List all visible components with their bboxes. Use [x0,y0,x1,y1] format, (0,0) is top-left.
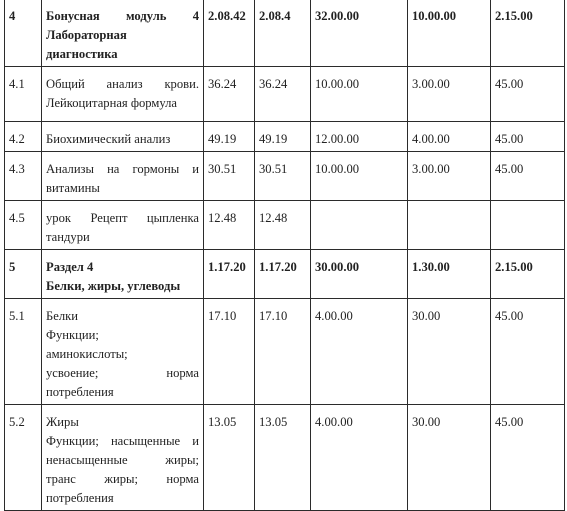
value-cell-1: 2.08.42 [204,0,255,67]
row-number: 5.1 [5,299,42,405]
row-title-line: Общий анализ крови. [46,77,199,91]
table-row [5,67,565,122]
curriculum-table [4,0,565,511]
row-title [42,201,204,250]
row-title-line: Жиры [46,415,79,429]
value-cell-5: 2.15.00 [491,250,565,299]
row-title-line: Функции; [46,328,99,342]
value-cell-1: 1.17.20 [204,250,255,299]
value-cell-1: 13.05 [204,405,255,511]
value-cell-5: 45.00 [491,152,565,201]
row-number: 5 [5,250,42,299]
row-title-line: Анализы на гормоны и [46,162,199,176]
value-cell-3: 30.00.00 [311,250,408,299]
value-cell-5: 45.00 [491,67,565,122]
row-title [42,152,204,201]
row-title-line: ненасыщенные жиры; [46,453,199,467]
row-title-line: урок Рецепт цыпленка [46,211,199,225]
row-title-line: витамины [46,181,100,195]
table-row [5,299,565,405]
value-cell-1: 36.24 [204,67,255,122]
value-cell-5: 45.00 [491,299,565,405]
row-number: 5.2 [5,405,42,511]
row-title-line: Раздел 4 [46,260,94,274]
value-cell-3: 12.00.00 [311,122,408,152]
value-cell-1: 49.19 [204,122,255,152]
row-number: 4 [5,0,42,67]
row-number: 4.3 [5,152,42,201]
value-cell-4: 30.00 [408,299,491,405]
row-title [42,122,204,152]
value-cell-5: 45.00 [491,405,565,511]
row-number: 4.1 [5,67,42,122]
row-title-line: Биохимический анализ [46,132,171,146]
table-body [5,0,565,511]
row-title-line: усвоение; норма [46,366,199,380]
row-title [42,250,204,299]
value-cell-2: 1.17.20 [255,250,311,299]
row-title-line: потребления [46,385,114,399]
row-number: 4.2 [5,122,42,152]
row-title-line: Белки [46,309,78,323]
row-title-line: диагностика [46,47,118,61]
row-title-line: транс жиры; норма [46,472,199,486]
row-number: 4.5 [5,201,42,250]
value-cell-2: 30.51 [255,152,311,201]
value-cell-3: 10.00.00 [311,67,408,122]
row-title-line: Функции; насыщенные и [46,434,199,448]
value-cell-3 [311,201,408,250]
table-row [5,0,565,67]
value-cell-4: 3.00.00 [408,152,491,201]
value-cell-4: 4.00.00 [408,122,491,152]
row-title [42,405,204,511]
table-row [5,122,565,152]
value-cell-3: 32.00.00 [311,0,408,67]
value-cell-2: 36.24 [255,67,311,122]
value-cell-1: 12.48 [204,201,255,250]
table-row [5,250,565,299]
value-cell-4: 30.00 [408,405,491,511]
value-cell-4: 3.00.00 [408,67,491,122]
table-row [5,405,565,511]
value-cell-3: 4.00.00 [311,405,408,511]
row-title-line: Лейкоцитарная формула [46,96,178,110]
value-cell-2: 2.08.4 [255,0,311,67]
row-title [42,67,204,122]
value-cell-1: 30.51 [204,152,255,201]
value-cell-4 [408,201,491,250]
value-cell-2: 49.19 [255,122,311,152]
value-cell-5 [491,201,565,250]
value-cell-4: 10.00.00 [408,0,491,67]
row-title-line: Лабораторная [46,28,127,42]
row-title-line: аминокислоты; [46,347,128,361]
value-cell-1: 17.10 [204,299,255,405]
value-cell-5: 45.00 [491,122,565,152]
table-row [5,152,565,201]
row-title [42,299,204,405]
row-title [42,0,204,67]
value-cell-3: 10.00.00 [311,152,408,201]
value-cell-2: 13.05 [255,405,311,511]
value-cell-4: 1.30.00 [408,250,491,299]
value-cell-2: 17.10 [255,299,311,405]
value-cell-2: 12.48 [255,201,311,250]
row-title-line: тандури [46,230,90,244]
row-title-line: Белки, жиры, углеводы [46,279,181,293]
table-row [5,201,565,250]
value-cell-5: 2.15.00 [491,0,565,67]
row-title-line: Бонусная модуль 4 [46,9,199,23]
value-cell-3: 4.00.00 [311,299,408,405]
row-title-line: потребления [46,491,114,505]
